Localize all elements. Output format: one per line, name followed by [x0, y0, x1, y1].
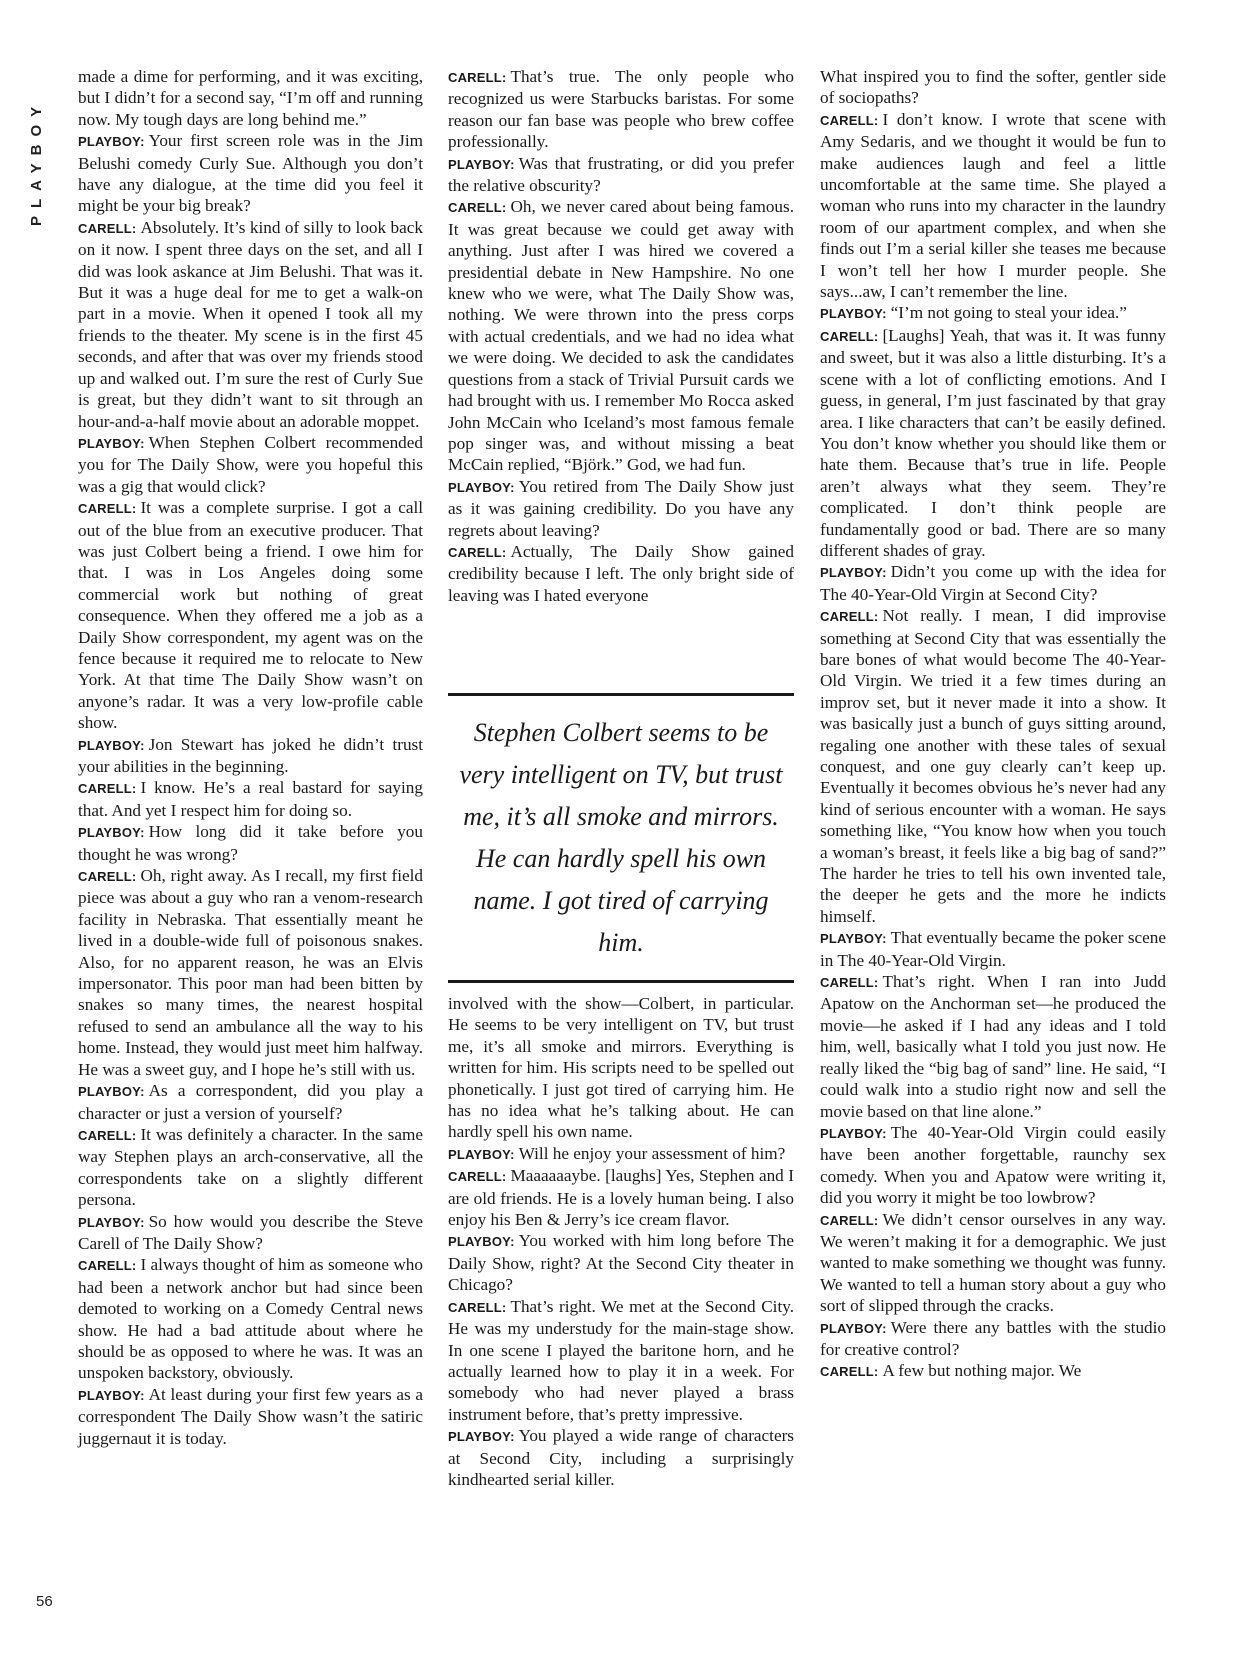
pull-quote-text: Stephen Colbert seems to be very intelligent on TV, but trust me, it’s all smoke and mirrors. He can hardly spell his own name. I got tired of carrying him.	[459, 718, 783, 957]
paragraph	[820, 1209, 1166, 1317]
paragraph-text: Will he enjoy your assessment of him?	[518, 1143, 786, 1163]
column-2-top	[448, 66, 794, 686]
speaker-label: PLAYBOY:	[820, 1125, 887, 1141]
paragraph	[78, 1080, 423, 1124]
speaker-label: PLAYBOY:	[448, 1146, 515, 1162]
speaker-label: PLAYBOY:	[820, 565, 887, 581]
speaker-label: PLAYBOY:	[78, 1084, 145, 1100]
paragraph	[78, 1211, 423, 1255]
paragraph-text: That’s true. The only people who recognized us were Starbucks baristas. For some reason our fan base was people who brew coffee professionally.	[448, 67, 794, 152]
paragraph-text: When Stephen Colbert recommended you for The Daily Show, were you hopeful this was a gig that would click?	[78, 432, 423, 496]
paragraph-text: Oh, we never cared about being famous. It was great because we could get away with anything. Just after I was hired we covered a presidential debate in New Hampshire. No one knew who we were, what The Daily Show was, nothing. We were thrown into the press corps with actual credentials, and we had no idea what we were doing. We decided to ask the candidates questions from a stack of Trivial Pursuit cards we had brought with us. I remember Mo Rocca asked John McCain who Iceland’s most famous female pop singer was, and without missing a beat McCain replied, “Björk.” God, we had fun.	[448, 197, 794, 475]
speaker-label: CARELL:	[448, 1169, 507, 1185]
column-1	[78, 66, 423, 1616]
paragraph	[78, 497, 423, 733]
speaker-label: CARELL:	[78, 781, 137, 797]
paragraph-text: Didn’t you come up with the idea for The 40-Year-Old Virgin at Second City?	[820, 562, 1166, 604]
paragraph	[78, 432, 423, 497]
paragraph	[448, 993, 794, 1143]
paragraph-text: Were there any battles with the studio for creative control?	[820, 1317, 1166, 1359]
paragraph-text: You worked with him long before The Daily Show, right? At the Second City theater in Chicago?	[448, 1231, 794, 1295]
paragraph-text: Was that frustrating, or did you prefer the relative obscurity?	[448, 153, 794, 196]
paragraph-text: I always thought of him as someone who had been a network anchor but had since been demoted to working on a Comedy Central news show. He had a bad attitude about where he should be as opposed to where he was. It was an unspoken backstory, obviously.	[78, 1255, 423, 1383]
paragraph	[448, 1165, 794, 1230]
paragraph	[820, 605, 1166, 927]
paragraph	[78, 217, 423, 432]
paragraph	[820, 927, 1166, 971]
speaker-label: CARELL:	[820, 1212, 879, 1228]
page-number: 56	[36, 1593, 53, 1610]
speaker-label: CARELL:	[820, 112, 879, 128]
paragraph-text: The 40-Year-Old Virgin could easily have been another forgettable, raunchy sex comedy. When you and Apatow were writing it, did you worry it might be too lowbrow?	[820, 1122, 1166, 1208]
paragraph	[448, 476, 794, 541]
paragraph-text: [Laughs] Yeah, that was it. It was funny and sweet, but it was also a little disturbing. It’s a scene with a lot of conflicting emotions. And I guess, in general, I’m just fascinated by that gray area. I like characters that can’t be easily defined. You don’t know whether you should like them or hate them. Because that’s true in life. People aren’t always what they seem. They’re complicated. I don’t think people are fundamentally good or bad. There are so many different shades of gray.	[820, 325, 1166, 560]
paragraph-text: You retired from The Daily Show just as it was gaining credibility. Do you have any regrets about leaving?	[448, 476, 794, 540]
speaker-label: CARELL:	[78, 1258, 137, 1274]
masthead-vertical: PLAYBOY	[28, 98, 45, 226]
speaker-label: CARELL:	[448, 200, 507, 216]
speaker-label: CARELL:	[820, 975, 879, 991]
paragraph	[78, 865, 423, 1080]
paragraph-text: So how would you describe the Steve Carell of The Daily Show?	[78, 1211, 423, 1253]
speaker-label: PLAYBOY:	[78, 435, 145, 451]
paragraph-text: What inspired you to find the softer, gentler side of sociopaths?	[820, 67, 1166, 108]
paragraph-text: involved with the show—Colbert, in particular. He seems to be very intelligent on TV, but trust me, it’s all smoke and mirrors. Everything is written for him. His scripts need to be spelled out phonetically. I just got tired of carrying him. He has no idea what he’s talking about. He can hardly spell his own name.	[448, 994, 794, 1142]
paragraph	[820, 1360, 1166, 1382]
speaker-label: CARELL:	[78, 501, 137, 517]
speaker-label: CARELL:	[448, 1299, 507, 1315]
paragraph-text: As a correspondent, did you play a character or just a version of yourself?	[78, 1081, 423, 1123]
paragraph-text: We didn’t censor ourselves in any way. We weren’t making it for a demographic. We just wanted to make something we thought was funny. We wanted to tell a human story about a guy who sort of slipped through the cracks.	[820, 1209, 1166, 1316]
paragraph	[78, 66, 423, 130]
column-2-bottom	[448, 993, 794, 1613]
paragraph	[78, 734, 423, 778]
paragraph	[78, 821, 423, 865]
paragraph	[820, 109, 1166, 303]
speaker-label: PLAYBOY:	[448, 1234, 515, 1250]
speaker-label: PLAYBOY:	[448, 156, 515, 172]
paragraph	[448, 1425, 794, 1490]
paragraph-text: I know. He’s a real bastard for saying that. And yet I respect him for doing so.	[78, 778, 423, 820]
paragraph	[448, 1296, 794, 1425]
paragraph	[78, 1254, 423, 1383]
paragraph	[448, 1230, 794, 1295]
paragraph	[820, 1317, 1166, 1361]
paragraph	[820, 561, 1166, 605]
paragraph-text: You played a wide range of characters at Second City, including a surprisingly kindhearted serial killer.	[448, 1426, 794, 1489]
paragraph-text: Oh, right away. As I recall, my first field piece was about a guy who ran a venom-research facility in Nebraska. That essentially meant he lived in a double-wide full of poisonous snakes. Also, for no apparent reason, he was an Elvis impersonator. This poor man had been bitten by snakes so many times, the nearest hospital refused to send an ambulance all the way to his home. Instead, they would just meet him halfway. He was a sweet guy, and I hope he’s still with us.	[78, 866, 423, 1079]
speaker-label: CARELL:	[448, 544, 507, 560]
paragraph-text: made a dime for performing, and it was exciting, but I didn’t for a second say, “I’m off and running now. My tough days are long behind me.”	[78, 67, 423, 129]
pull-quote	[448, 693, 794, 983]
paragraph	[448, 153, 794, 197]
speaker-label: PLAYBOY:	[78, 1214, 145, 1230]
paragraph	[820, 66, 1166, 109]
speaker-label: PLAYBOY:	[448, 1429, 515, 1445]
paragraph-text: At least during your first few years as a correspondent The Daily Show wasn’t the satiric juggernaut it is today.	[78, 1384, 423, 1448]
speaker-label: PLAYBOY:	[78, 1387, 145, 1403]
paragraph	[820, 302, 1166, 324]
speaker-label: PLAYBOY:	[78, 825, 145, 841]
paragraph	[448, 541, 794, 606]
paragraph-text: Your first screen role was in the Jim Belushi comedy Curly Sue. Although you don’t have any dialogue, at the time did you feel it might be your big break?	[78, 131, 423, 216]
speaker-label: CARELL:	[820, 328, 879, 344]
paragraph	[820, 325, 1166, 561]
column-3	[820, 66, 1166, 1616]
paragraph-text: How long did it take before you thought he was wrong?	[78, 822, 423, 864]
paragraph	[78, 1384, 423, 1449]
paragraph	[448, 1143, 794, 1165]
speaker-label: PLAYBOY:	[78, 737, 145, 753]
speaker-label: CARELL:	[78, 220, 137, 236]
paragraph-text: It was definitely a character. In the same way Stephen plays an arch-conservative, all the correspondents take on a slightly different persona.	[78, 1124, 423, 1210]
speaker-label: CARELL:	[78, 1127, 137, 1143]
paragraph-text: Jon Stewart has joked he didn’t trust your abilities in the beginning.	[78, 734, 423, 776]
paragraph-text: A few but nothing major. We	[882, 1361, 1082, 1381]
paragraph	[820, 971, 1166, 1122]
paragraph-text: It was a complete surprise. I got a call out of the blue from an executive producer. That was just Colbert being a friend. I owe him for that. I was in Los Angeles doing some commercial work but nothing of great consequence. When they offered me a job as a Daily Show correspondent, my agent was on the fence because it required me to relocate to New York. At that time The Daily Show wasn’t on anyone’s radar. It was a very low-profile cable show.	[78, 498, 423, 733]
speaker-label: CARELL:	[820, 1364, 879, 1380]
paragraph-text: Maaaaaaybe. [laughs] Yes, Stephen and I are old friends. He is a lovely human being. I also enjoy his Ben & Jerry’s ice cream flavor.	[448, 1166, 794, 1230]
paragraph	[448, 66, 794, 153]
paragraph-text: “I’m not going to steal your idea.”	[890, 303, 1127, 323]
paragraph	[78, 130, 423, 217]
paragraph-text: I don’t know. I wrote that scene with Amy Sedaris, and we thought it would be fun to make audiences laugh and feel a little uncomfortable at the same time. She played a woman who runs into my character in the laundry room of our apartment complex, and when she finds out I’m a serial killer she teases me because I won’t tell her how I murder people. She says...aw, I can’t remember the line.	[820, 109, 1166, 302]
speaker-label: PLAYBOY:	[820, 931, 887, 947]
paragraph	[820, 1122, 1166, 1209]
paragraph	[78, 777, 423, 821]
paragraph	[78, 1124, 423, 1211]
speaker-label: CARELL:	[448, 70, 507, 85]
paragraph	[448, 196, 794, 475]
speaker-label: PLAYBOY:	[78, 134, 145, 150]
speaker-label: CARELL:	[820, 609, 879, 625]
paragraph-text: That eventually became the poker scene in The 40-Year-Old Virgin.	[820, 928, 1166, 970]
speaker-label: PLAYBOY:	[448, 479, 515, 495]
paragraph-text: Not really. I mean, I did improvise something at Second City that was essentially the bare bones of what would become The 40-Year-Old Virgin. We tried it a few times during an improv set, but it never made it into a show. It was basically just a bunch of guys sitting around, regaling one another with these tales of sexual conquest, and one guy clearly can’t keep up. Eventually it becomes obvious he’s never had any kind of serious encounter with a woman. He says something like, “You know how when you touch a woman’s breast, it feels like a big bag of sand?” The harder he tries to tell his own invented tale, the deeper he gets and the more he indicts himself.	[820, 606, 1166, 926]
speaker-label: PLAYBOY:	[820, 306, 887, 322]
speaker-label: CARELL:	[78, 869, 137, 885]
speaker-label: PLAYBOY:	[820, 1320, 887, 1336]
paragraph-text: Absolutely. It’s kind of silly to look back on it now. I spent three days on the set, and all I did was look askance at Jim Belushi. That was it. But it was a huge deal for me to get a walk-on part in a movie. When it opened I took all my friends to the theater. My scene is in the first 45 seconds, and after that was over my friends stood up and walked out. I’m sure the rest of Curly Sue is great, but they didn’t want to sit through an hour-and-a-half movie about an adorable moppet.	[78, 217, 423, 431]
paragraph-text: That’s right. We met at the Second City. He was my understudy for the main-stage show. In one scene I played the baritone horn, and he actually learned how to play it in a week. For somebody who had never played a brass instrument before, that’s pretty impressive.	[448, 1296, 794, 1424]
paragraph-text: That’s right. When I ran into Judd Apatow on the Anchorman set—he produced the movie—he asked if I had any ideas and I told him, well, basically what I told you just now. He really liked the “big bag of sand” line. He said, “I could walk into a studio right now and sell the movie based on that line alone.”	[820, 972, 1166, 1121]
paragraph-text: Actually, The Daily Show gained credibility because I left. The only bright side of leaving was I hated everyone	[448, 541, 794, 605]
